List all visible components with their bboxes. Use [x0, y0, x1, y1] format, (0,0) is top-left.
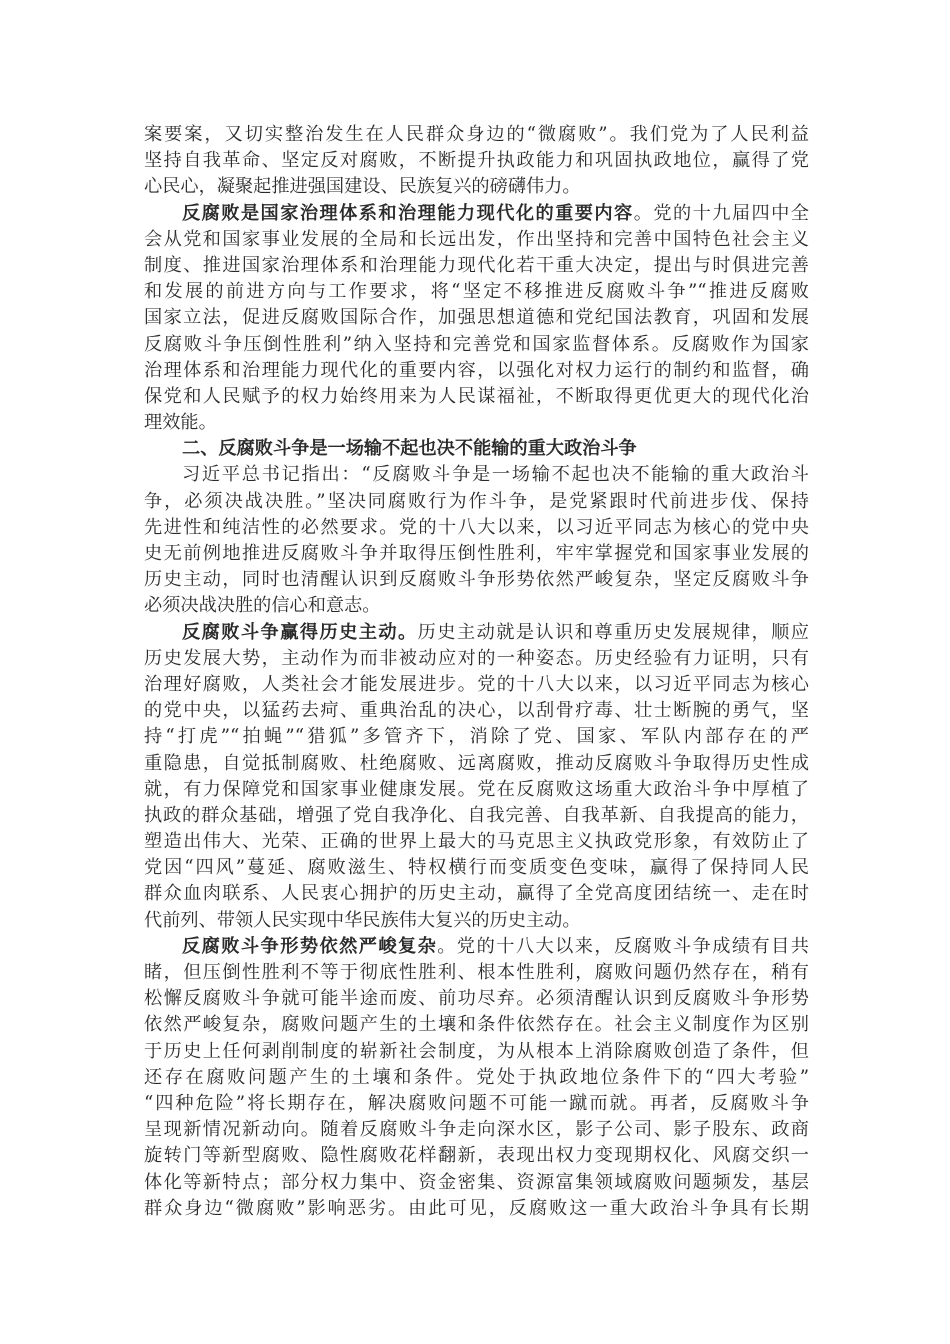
line-text: 和发展的前进方向与工作要求，将“坚定不移推进反腐败斗争”“推进反腐败 — [144, 281, 809, 303]
line-text: 。党的十九届四中全 — [633, 202, 809, 224]
bold-lead-phrase: 反腐败斗争赢得历史主动。 — [182, 621, 418, 643]
text-line — [144, 593, 809, 619]
line-text: 塑造出伟大、光荣、正确的世界上最大的马克思主义执政党形象，有效防止了 — [144, 831, 809, 853]
text-line — [144, 174, 809, 200]
text-line — [144, 253, 809, 279]
line-text: 旋转门等新型腐败、隐性腐败花样翻新，表现出权力变现期权化、风腐交织一 — [144, 1145, 809, 1167]
line-text: 历史发展大势，主动作为而非被动应对的一种姿态。历史经验有力证明，只有 — [144, 647, 809, 669]
text-line — [144, 227, 809, 253]
line-text: 史无前例地推进反腐败斗争并取得压倒性胜利，牢牢掌握党和国家事业发展的 — [144, 543, 809, 564]
text-line — [144, 908, 809, 934]
text-line — [144, 384, 809, 410]
text-line — [144, 358, 809, 384]
text-line — [144, 934, 809, 960]
text-line — [144, 122, 809, 148]
line-text: “四种危险”将长期存在，解决腐败问题不可能一蹴而就。再者，反腐败斗争 — [144, 1092, 809, 1114]
line-text: 持“打虎”“拍蝇”“猎狐”多管齐下，消除了党、国家、军队内部存在的严 — [144, 726, 809, 748]
line-text: 必须决战决胜的信心和意志。 — [144, 595, 381, 617]
text-line — [144, 1117, 809, 1143]
line-text: 国家立法，促进反腐败国际合作，加强思想道德和党纪国法教育，巩固和发展 — [144, 307, 809, 329]
text-line — [144, 986, 809, 1012]
line-text: 重隐患，自觉抵制腐败、杜绝腐败、远离腐败，推动反腐败斗争取得历史性成 — [144, 752, 809, 774]
text-line — [144, 410, 809, 436]
line-text: 治理体系和治理能力现代化的重要内容，以强化对权力运行的制约和监督，确 — [144, 359, 809, 381]
line-text: 。党的十八大以来，反腐败斗争成绩有目共 — [437, 935, 809, 957]
line-text: 会从党和国家事业发展的全局和长远出发，作出坚持和完善中国特色社会主义 — [144, 228, 809, 250]
line-text: 反腐败斗争压倒性胜利”纳入坚持和完善党和国家监督体系。反腐败作为国家 — [144, 333, 809, 355]
line-text: 二、反腐败斗争是一场输不起也决不能输的重大政治斗争 — [182, 438, 637, 460]
text-line — [144, 148, 809, 174]
line-text: 代前列、带领人民实现中华民族伟大复兴的历史主动。 — [144, 909, 581, 931]
text-line — [144, 567, 809, 593]
line-text: 的党中央，以猛药去疴、重典治乱的决心，以刮骨疗毒、壮士断腕的勇气，坚 — [144, 700, 809, 722]
bold-lead-phrase: 反腐败是国家治理体系和治理能力现代化的重要内容 — [182, 202, 634, 224]
text-line — [144, 698, 809, 724]
text-line — [144, 279, 809, 305]
text-line — [144, 960, 809, 986]
text-line — [144, 881, 809, 907]
text-line — [144, 620, 809, 646]
text-line — [144, 751, 809, 777]
line-text: 于历史上任何剥削制度的崭新社会制度，为从根本上消除腐败创造了条件，但 — [144, 1040, 809, 1062]
text-line — [144, 1196, 809, 1222]
text-line — [144, 646, 809, 672]
text-line — [144, 1039, 809, 1065]
text-line — [144, 855, 809, 881]
bold-lead-phrase: 反腐败斗争形势依然严峻复杂 — [182, 935, 438, 957]
line-text: 松懈反腐败斗争就可能半途而废、前功尽弃。必须清醒认识到反腐败斗争形势 — [144, 988, 809, 1010]
text-line — [144, 305, 809, 331]
text-line — [144, 515, 809, 541]
text-line — [144, 1170, 809, 1196]
line-text: 还存在腐败问题产生的土壤和条件。党处于执政地位条件下的“四大考验” — [144, 1066, 809, 1088]
text-line — [144, 724, 809, 750]
line-text: 依然严峻复杂，腐败问题产生的土壤和条件依然存在。社会主义制度作为区别 — [144, 1014, 809, 1036]
line-text: 习近平总书记指出：“反腐败斗争是一场输不起也决不能输的重大政治斗 — [182, 464, 809, 486]
line-text: 案要案，又切实整治发生在人民群众身边的“微腐败”。我们党为了人民利益 — [144, 124, 809, 145]
line-text: 历史主动就是认识和尊重历史发展规律，顺应 — [417, 621, 809, 643]
text-line — [144, 829, 809, 855]
text-line — [144, 1065, 809, 1091]
line-text: 就，有力保障党和国家事业健康发展。党在反腐败这场重大政治斗争中厚植了 — [144, 778, 809, 800]
text-line — [144, 201, 809, 227]
document-body — [144, 122, 809, 1222]
text-line — [144, 672, 809, 698]
line-text: 群众身边“微腐败”影响恶劣。由此可见，反腐败这一重大政治斗争具有长期 — [144, 1197, 809, 1219]
line-text: 保党和人民赋予的权力始终用来为人民谋福祉，不断取得更优更大的现代化治 — [144, 385, 809, 407]
line-text: 呈现新情况新动向。随着反腐败斗争走向深水区，影子公司、影子股东、政商 — [144, 1119, 809, 1141]
line-text: 睹，但压倒性胜利不等于彻底性胜利、根本性胜利，腐败问题仍然存在，稍有 — [144, 962, 809, 983]
text-line — [144, 541, 809, 567]
line-text: 执政的群众基础，增强了党自我净化、自我完善、自我革新、自我提高的能力， — [144, 804, 809, 826]
line-text: 治理好腐败，人类社会才能发展进步。党的十八大以来，以习近平同志为核心 — [144, 673, 809, 695]
line-text: 坚持自我革命、坚定反对腐败，不断提升执政能力和巩固执政地位，赢得了党 — [144, 150, 809, 172]
line-text: 体化等新特点；部分权力集中、资金密集、资源富集领域腐败问题频发，基层 — [144, 1171, 809, 1193]
line-text: 心民心，凝聚起推进强国建设、民族复兴的磅礴伟力。 — [144, 176, 581, 198]
text-line — [144, 1143, 809, 1169]
section-heading — [144, 436, 809, 462]
line-text: 先进性和纯洁性的必然要求。党的十八大以来，以习近平同志为核心的党中央 — [144, 516, 809, 538]
text-line — [144, 1091, 809, 1117]
line-text: 争，必须决战决胜。”坚决同腐败行为作斗争，是党紧跟时代前进步伐、保持 — [144, 490, 809, 512]
line-text: 理效能。 — [144, 412, 217, 434]
text-line — [144, 489, 809, 515]
text-line — [144, 332, 809, 358]
line-text: 群众血肉联系、人民衷心拥护的历史主动，赢得了全党高度团结统一、走在时 — [144, 883, 809, 905]
text-line — [144, 462, 809, 488]
line-text: 制度、推进国家治理体系和治理能力现代化若干重大决定，提出与时俱进完善 — [144, 254, 809, 276]
text-line — [144, 1012, 809, 1038]
line-text: 历史主动，同时也清醒认识到反腐败斗争形势依然严峻复杂，坚定反腐败斗争 — [144, 569, 809, 591]
text-line — [144, 777, 809, 803]
line-text: 党因“四风”蔓延、腐败滋生、特权横行而变质变色变味，赢得了保持同人民 — [144, 857, 809, 879]
text-line — [144, 803, 809, 829]
